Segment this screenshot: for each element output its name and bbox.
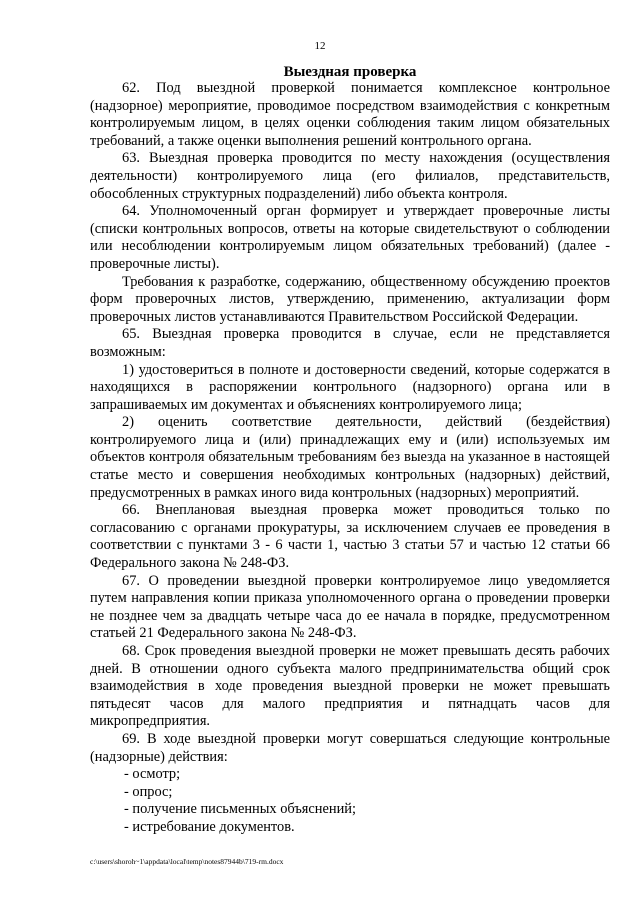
action-item-written-explanations: - получение письменных объяснений; bbox=[124, 801, 356, 818]
page-number: 12 bbox=[314, 40, 326, 52]
action-item-inspection: - осмотр; bbox=[124, 766, 181, 783]
paragraph-65-item-1: 1) удостовериться в полноте и достоверности сведений, которые содержатся в находящихся в распоряжении контрольного (надзорного) органа или в запрашиваемых им документах и объяснениях контролируемого лица; bbox=[90, 361, 610, 413]
section-title: Выездная проверка bbox=[283, 64, 417, 80]
paragraph-67: 67. О проведении выездной проверки контролируемое лицо уведомляется путем направления копии приказа уполномоченного органа о проведении проверки не позднее чем за двадцать четыре часа до ее начала в порядке, предусмотренном статьей 21 Федерального закона № 248-ФЗ. bbox=[90, 572, 610, 642]
paragraph-66: 66. Внеплановая выездная проверка может проводиться только по согласованию с органами прокуратуры, за исключением случаев ее проведения в соответствии с пунктами 3 - 6 части 1, частью 3 статьи 57 и частью 12 статьи 66 Федерального закона № 248-ФЗ. bbox=[90, 502, 610, 572]
paragraph-64: 64. Уполномоченный орган формирует и утверждает проверочные листы (списки контрольных вопросов, ответы на которые свидетельствуют о соблюдении или несоблюдении контролируемым лицом обязательных требований) (далее - проверочные листы). bbox=[90, 203, 610, 272]
document-body bbox=[90, 80, 610, 837]
action-item-document-request: - истребование документов. bbox=[124, 818, 295, 835]
footer-file-path: c:\users\shoroh~1\appdata\local\temp\notes87944b\719-rm.docx bbox=[90, 857, 284, 866]
paragraph-63: 63. Выездная проверка проводится по месту нахождения (осуществления деятельности) контролируемого лица (его филиалов, представительств, обособленных структурных подразделений) либо объекта контроля. bbox=[90, 150, 610, 202]
paragraph-62: 62. Под выездной проверкой понимается комплексное контрольное (надзорное) мероприятие, проводимое посредством взаимодействия с конкретным контролируемым лицом, в целях оценки соблюдения таким лицом обязательных требований, а также оценки выполнения решений контрольного органа. bbox=[90, 80, 610, 149]
paragraph-65: 65. Выездная проверка проводится в случае, если не представляется возможным: bbox=[90, 326, 610, 360]
paragraph-65-item-2: 2) оценить соответствие деятельности, действий (бездействия) контролируемого лица и (или) принадлежащих ему и (или) используемых им объектов контроля обязательным требованиям без выезда на указанное в настоящей статье место и совершения необходимых контрольных (надзорных) действий, предусмотренных в рамках иного вида контрольных (надзорных) мероприятий. bbox=[90, 414, 610, 501]
paragraph-68: 68. Срок проведения выездной проверки не может превышать десять рабочих дней. В отношении одного субъекта малого предпринимательства общий срок взаимодействия в ходе проведения выездной проверки не может превышать пятьдесят часов для малого предприятия и пятнадцать часов для микропредприятия. bbox=[90, 643, 610, 730]
paragraph-requirements: Требования к разработке, содержанию, общественному обсуждению проектов форм проверочных листов, утверждению, применению, актуализации форм проверочных листов устанавливаются Правительством Российской Федерации. bbox=[90, 273, 610, 325]
action-item-survey: - опрос; bbox=[124, 783, 173, 800]
paragraph-69: 69. В ходе выездной проверки могут совершаться следующие контрольные (надзорные) действия: bbox=[90, 730, 610, 765]
